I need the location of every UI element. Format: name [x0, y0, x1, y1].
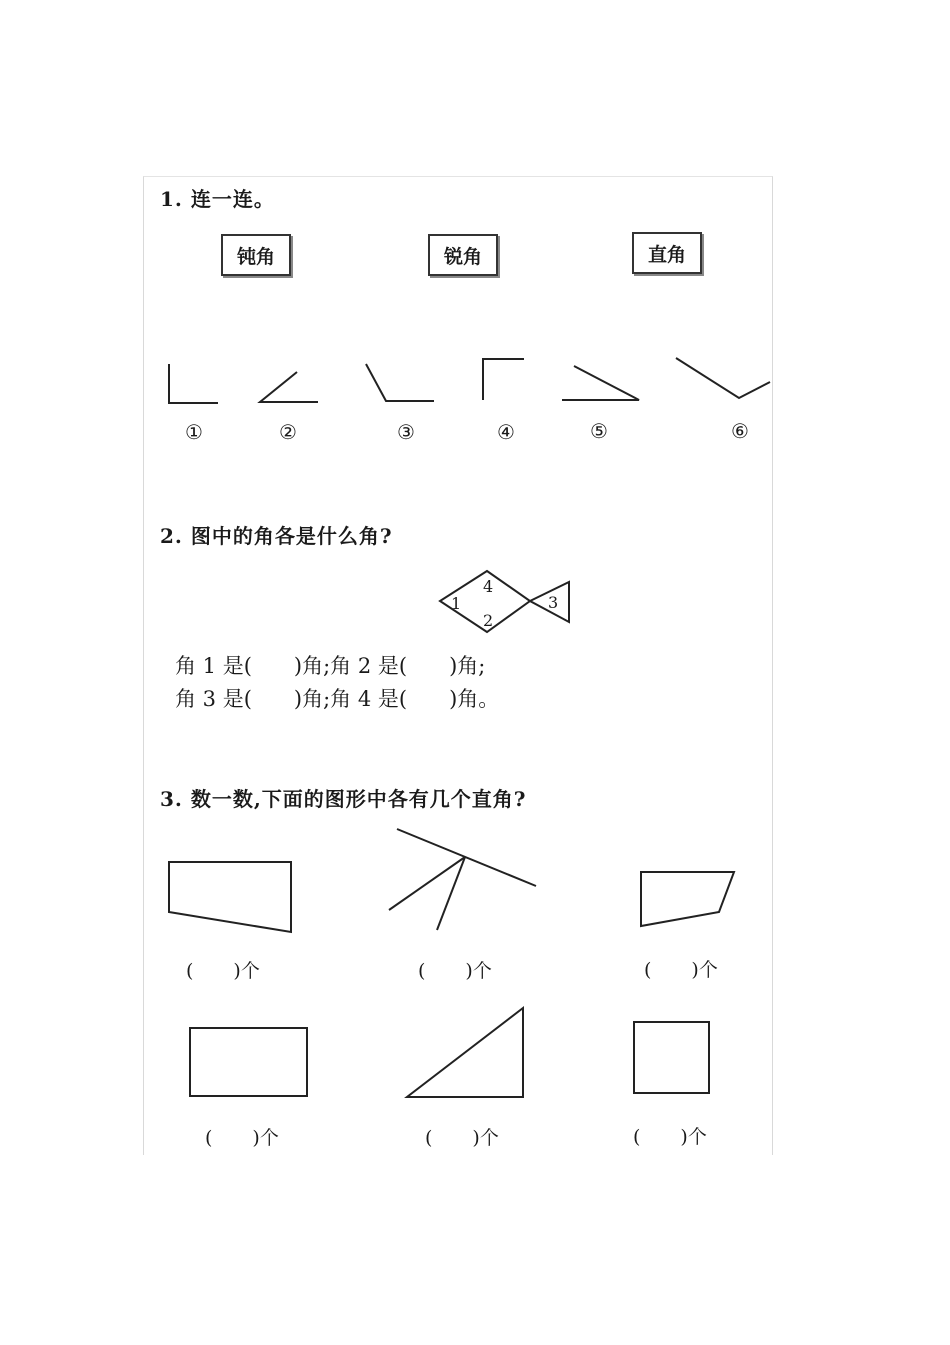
- angle-5-shape: [562, 366, 639, 400]
- box-acute-angle[interactable]: 锐角: [428, 234, 498, 276]
- q2-line2-a: 角 3 是(: [175, 687, 252, 711]
- shape-trapezoid: [169, 862, 291, 932]
- count-square: [633, 1122, 707, 1149]
- angle-5-label: ⑤: [590, 419, 608, 443]
- shape-quadrilateral: [641, 872, 734, 926]
- q2-answer-line-2: [175, 683, 499, 713]
- count-trapezoid: [186, 956, 260, 983]
- box-obtuse-angle[interactable]: 钝角: [221, 234, 291, 276]
- q2-line1-b: )角;角 2 是(: [293, 654, 408, 678]
- count-close: )个: [472, 1127, 499, 1149]
- ray-short-1: [389, 857, 465, 910]
- count-open: (: [425, 1127, 433, 1149]
- angle-2-shape: [260, 372, 318, 402]
- count-close: )个: [680, 1126, 707, 1148]
- fish-angle-3-number: 3: [548, 593, 559, 612]
- q2-line1-a: 角 1 是(: [175, 654, 252, 678]
- angle-2-label: ②: [279, 420, 297, 444]
- fish-angle-2-number: 2: [483, 611, 494, 630]
- q1-title: 1. 连一连。: [160, 187, 275, 211]
- fish-angle-1-number: 1: [451, 594, 462, 613]
- count-close: )个: [691, 959, 718, 981]
- q2-line2-c: )角。: [449, 687, 500, 711]
- shape-rectangle: [190, 1028, 307, 1096]
- q2-line1-c: )角;: [449, 654, 486, 678]
- count-open: (: [633, 1126, 641, 1148]
- angle-1-shape: [169, 364, 218, 403]
- count-open: (: [205, 1127, 213, 1149]
- count-close: )个: [233, 960, 260, 982]
- count-rectangle: [205, 1123, 279, 1150]
- count-close: )个: [252, 1127, 279, 1149]
- q2-line2-b: )角;角 4 是(: [293, 687, 408, 711]
- angle-4-shape: [483, 359, 524, 400]
- angle-6-shape: [676, 358, 770, 398]
- ray-long: [397, 829, 536, 886]
- angle-3-shape: [366, 364, 434, 401]
- q3-title: 3. 数一数,下面的图形中各有几个直角?: [160, 787, 527, 811]
- q2-title: 2. 图中的角各是什么角?: [160, 524, 393, 548]
- count-rays: [418, 956, 492, 983]
- count-triangle: [425, 1123, 499, 1150]
- count-open: (: [644, 959, 652, 981]
- box-right-angle[interactable]: 直角: [632, 232, 702, 274]
- angle-4-label: ④: [497, 420, 515, 444]
- shape-square: [634, 1022, 709, 1093]
- fish-angle-4-number: 4: [483, 577, 494, 596]
- angle-1-label: ①: [185, 420, 203, 444]
- count-quadrilateral: [644, 955, 718, 982]
- shape-right-triangle: [407, 1008, 523, 1097]
- angle-6-label: ⑥: [731, 419, 749, 443]
- count-close: )个: [465, 960, 492, 982]
- q2-answer-line-1: [175, 650, 485, 680]
- count-open: (: [418, 960, 426, 982]
- count-open: (: [186, 960, 194, 982]
- angle-3-label: ③: [397, 420, 415, 444]
